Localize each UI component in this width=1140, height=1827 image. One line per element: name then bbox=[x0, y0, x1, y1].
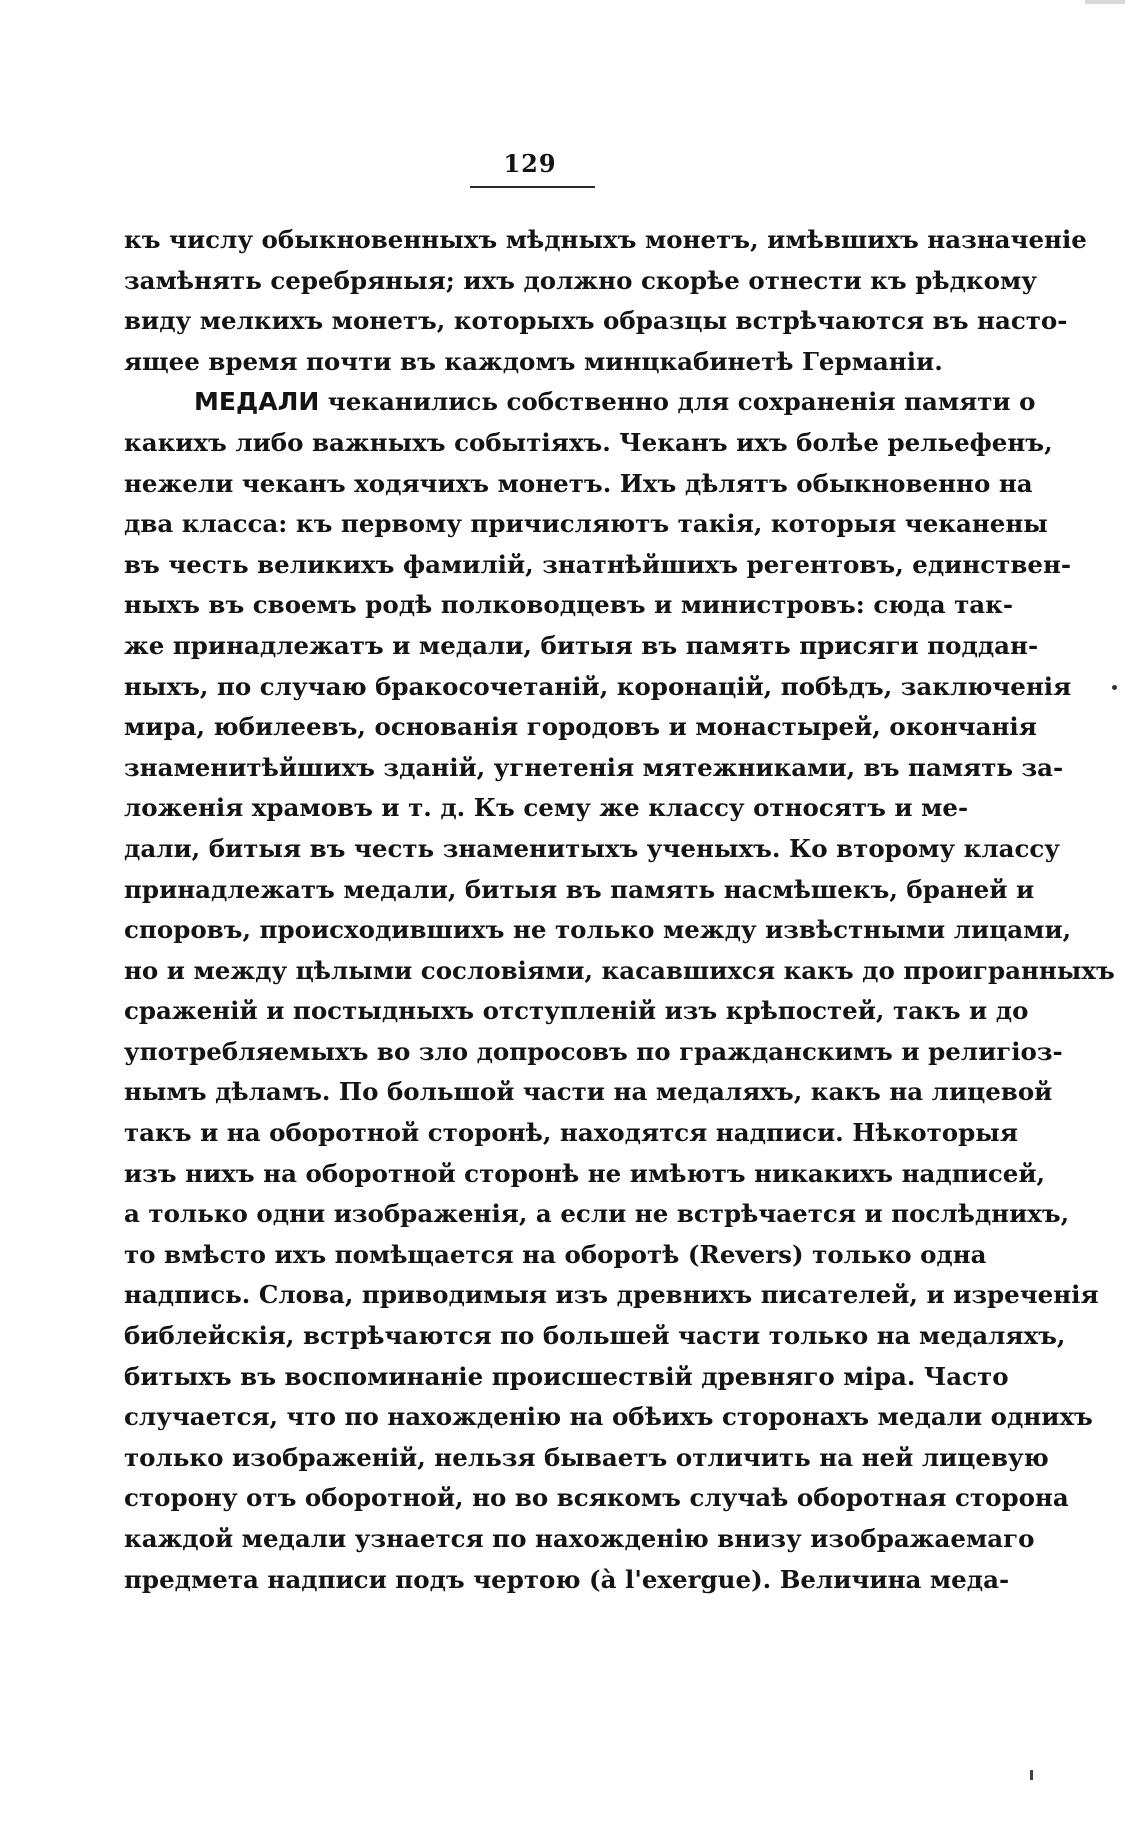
text-line: знаменитѣйшихъ зданій, угнетенія мятежниками, въ память за- bbox=[124, 752, 1064, 782]
paragraph-opening-text: чеканились собственно для сохраненія памяти о bbox=[327, 387, 1036, 417]
text-line: такъ и на оборотной сторонѣ, находятся надписи. Нѣкоторыя bbox=[124, 1118, 1018, 1148]
text-line: два класса: къ первому причисляютъ такія, которыя чеканены bbox=[124, 509, 1048, 539]
margin-tick-mark bbox=[1030, 1770, 1033, 1780]
text-line: только изображеній, нельзя бываетъ отличить на ней лицевую bbox=[124, 1442, 1049, 1472]
text-line: то вмѣсто ихъ помѣщается на оборотѣ (Revers) только одна bbox=[124, 1239, 987, 1269]
page-number: 129 bbox=[503, 149, 557, 178]
text-line: сраженій и постыдныхъ отступленій изъ крѣпостей, такъ и до bbox=[124, 996, 1029, 1026]
text-line: принадлежатъ медали, битыя въ память насмѣшекъ, браней и bbox=[124, 874, 1035, 904]
text-line: ложенія храмовъ и т. д. Къ сему же классу относятъ и ме- bbox=[124, 793, 969, 823]
text-line: надпись. Слова, приводимыя изъ древнихъ писателей, и изреченія bbox=[124, 1280, 1099, 1310]
text-line: но и между цѣлыми сословіями, касавшихся какъ до проигранныхъ bbox=[124, 955, 1115, 985]
text-line: мира, юбилеевъ, основанія городовъ и монастырей, окончанія bbox=[124, 712, 1037, 742]
text-line: каждой медали узнается по нахожденію внизу изображаемаго bbox=[124, 1524, 1035, 1553]
text-line: споровъ, происходившихъ не только между извѣстными лицами, bbox=[124, 915, 1072, 945]
paragraph-opening-line bbox=[124, 382, 1036, 423]
text-line: битыхъ въ воспоминаніе происшествій древняго міра. Часто bbox=[124, 1361, 1009, 1391]
page-number-rule bbox=[470, 186, 595, 188]
text-line: ныхъ въ своемъ родѣ полководцевъ и министровъ: сюда так- bbox=[124, 590, 1014, 620]
margin-dot-mark bbox=[1112, 685, 1117, 690]
text-line: же принадлежатъ и медали, битыя въ память присяги поддан- bbox=[124, 630, 1039, 660]
body-text bbox=[124, 220, 1115, 1600]
text-line: изъ нихъ на оборотной сторонѣ не имѣютъ никакихъ надписей, bbox=[124, 1158, 1046, 1188]
text-line: употребляемыхъ во зло допросовъ по гражданскимъ и религіоз- bbox=[124, 1036, 1063, 1066]
text-line: предмета надписи подъ чертою (à l'exergue). Величина меда- bbox=[124, 1564, 1010, 1594]
text-line: дали, битыя въ честь знаменитыхъ ученыхъ. Ко второму классу bbox=[124, 833, 1060, 863]
text-line: къ числу обыкновенныхъ мѣдныхъ монетъ, имѣвшихъ назначеніе bbox=[124, 225, 1087, 254]
text-line: ныхъ, по случаю бракосочетаній, коронацій, побѣдъ, заключенія bbox=[124, 671, 1072, 701]
text-line: сторону отъ оборотной, но во всякомъ случаѣ оборотная сторона bbox=[124, 1483, 1069, 1513]
text-line: виду мелкихъ монетъ, которыхъ образцы встрѣчаются въ насто- bbox=[124, 306, 1068, 336]
text-line: случается, что по нахожденію на обѣихъ сторонахъ медали однихъ bbox=[124, 1402, 1093, 1432]
text-line: ящее время почти въ каждомъ минцкабинетѣ Германіи. bbox=[124, 346, 943, 376]
text-line: нымъ дѣламъ. По большой части на медаляхъ, какъ на лицевой bbox=[124, 1077, 1053, 1107]
text-line: нежели чеканъ ходячихъ монетъ. Ихъ дѣлятъ обыкновенно на bbox=[124, 468, 1033, 498]
text-line: а только одни изображенія, а если не встрѣчается и послѣднихъ, bbox=[124, 1199, 1070, 1229]
scan-corner-mark bbox=[1085, 0, 1125, 4]
text-line: библейскія, встрѣчаются по большей части только на медаляхъ, bbox=[124, 1321, 1066, 1351]
text-line: какихъ либо важныхъ событіяхъ. Чеканъ ихъ болѣе рельефенъ, bbox=[124, 427, 1053, 457]
section-heading-word: МЕДАЛИ bbox=[194, 387, 320, 417]
text-line: замѣнять серебряныя; ихъ должно скорѣе отнести къ рѣдкому bbox=[124, 265, 1037, 295]
text-line: въ честь великихъ фамилій, знатнѣйшихъ регентовъ, единствен- bbox=[124, 549, 1072, 579]
